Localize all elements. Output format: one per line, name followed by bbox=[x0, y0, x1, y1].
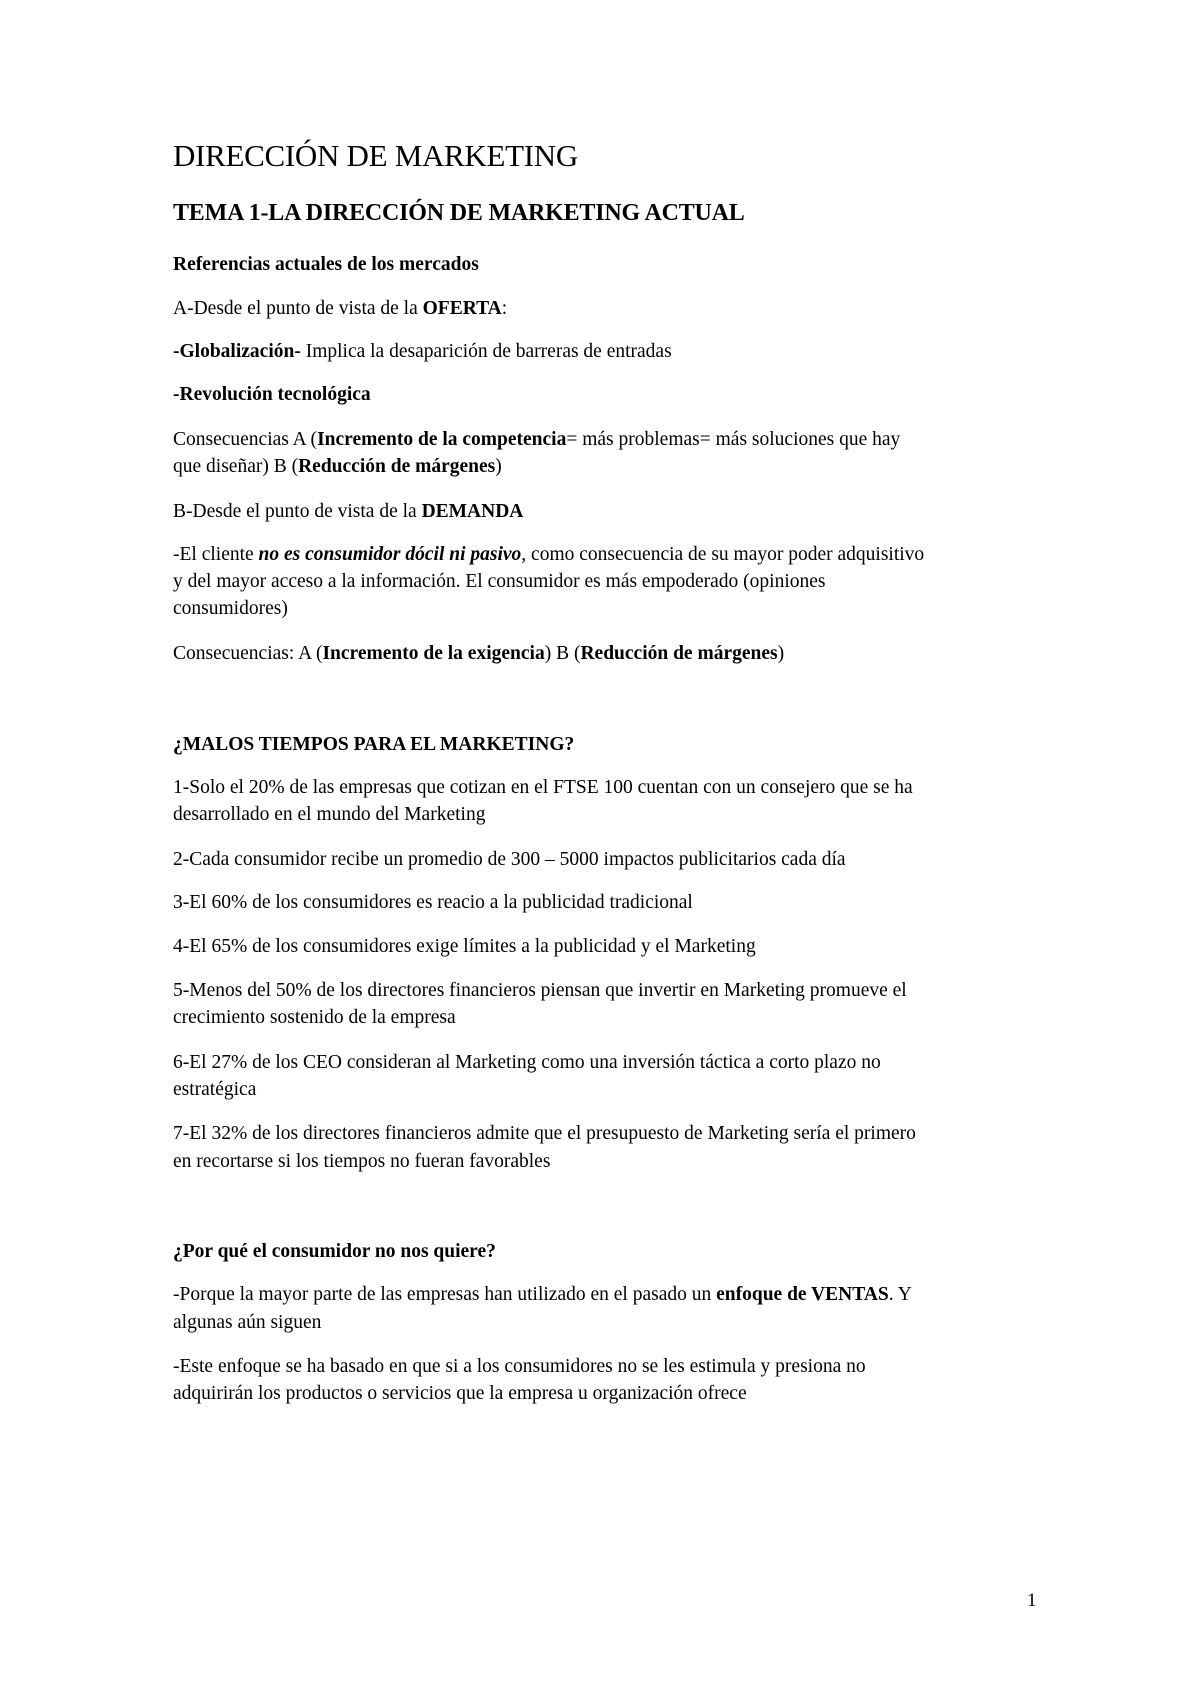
paragraph-revolucion: -Revolución tecnológica bbox=[173, 384, 371, 405]
section-heading-malos-tiempos: ¿MALOS TIEMPOS PARA EL MARKETING? bbox=[173, 734, 575, 755]
text: que diseñar) B ( bbox=[173, 456, 299, 477]
list-item-6-line1: 6-El 27% de los CEO consideran al Marketing como una inversión táctica a corto plazo no bbox=[173, 1052, 881, 1073]
list-item-5-line2: crecimiento sostenido de la empresa bbox=[173, 1007, 456, 1028]
paragraph-cliente-line1 bbox=[173, 541, 924, 569]
list-item-1-line1: 1-Solo el 20% de las empresas que cotizan en el FTSE 100 cuentan con un consejero que se ha bbox=[173, 777, 913, 798]
section-heading-referencias: Referencias actuales de los mercados bbox=[173, 254, 479, 275]
text: . Y bbox=[888, 1284, 912, 1305]
text: B-Desde el punto de vista de la bbox=[173, 501, 422, 522]
text: ) B ( bbox=[544, 643, 581, 664]
paragraph-globalizacion bbox=[173, 338, 672, 366]
paragraph-consecuencias-1-line1 bbox=[173, 426, 900, 454]
paragraph-consecuencias-1-line2 bbox=[173, 453, 502, 481]
page-number: 1 bbox=[1027, 1590, 1037, 1611]
text: -Porque la mayor parte de las empresas han utilizado en el pasado un bbox=[173, 1284, 717, 1305]
paragraph-ventas-line1 bbox=[173, 1281, 912, 1309]
bold-italic-text: no es consumidor dócil ni pasivo bbox=[258, 544, 522, 565]
bold-text: OFERTA bbox=[422, 298, 502, 319]
list-item-2: 2-Cada consumidor recibe un promedio de 300 – 5000 impactos publicitarios cada día bbox=[173, 849, 846, 870]
list-item-7-line2: en recortarse si los tiempos no fueran favorables bbox=[173, 1151, 551, 1172]
text: Consecuencias: A ( bbox=[173, 643, 323, 664]
paragraph-demanda bbox=[173, 498, 523, 526]
document-subtitle: TEMA 1-LA DIRECCIÓN DE MARKETING ACTUAL bbox=[173, 200, 745, 226]
text: ) bbox=[495, 456, 502, 477]
bold-text: Incremento de la exigencia bbox=[322, 643, 545, 664]
bold-text: DEMANDA bbox=[421, 501, 524, 522]
text: ) bbox=[777, 643, 785, 664]
list-item-5-line1: 5-Menos del 50% de los directores financieros piensan que invertir en Marketing promueve el bbox=[173, 980, 907, 1001]
bold-text: Incremento de la competencia bbox=[317, 429, 567, 450]
list-item-4: 4-El 65% de los consumidores exige límites a la publicidad y el Marketing bbox=[173, 936, 756, 957]
paragraph-enfoque-line2: adquirirán los productos o servicios que la empresa u organización ofrece bbox=[173, 1383, 747, 1404]
paragraph-oferta bbox=[173, 295, 507, 323]
text: , como consecuencia de su mayor poder adquisitivo bbox=[521, 544, 925, 565]
document-title: DIRECCIÓN DE MARKETING bbox=[173, 138, 578, 173]
text: Consecuencias A ( bbox=[173, 429, 318, 450]
text: : bbox=[501, 298, 508, 319]
list-item-1-line2: desarrollado en el mundo del Marketing bbox=[173, 804, 486, 825]
paragraph-consecuencias-2 bbox=[173, 640, 784, 668]
bold-text: enfoque de VENTAS bbox=[716, 1284, 889, 1305]
list-item-6-line2: estratégica bbox=[173, 1079, 257, 1100]
bold-text: Reducción de márgenes bbox=[580, 643, 778, 664]
list-item-3: 3-El 60% de los consumidores es reacio a la publicidad tradicional bbox=[173, 892, 693, 913]
bold-text: Reducción de márgenes bbox=[298, 456, 496, 477]
list-item-7-line1: 7-El 32% de los directores financieros admite que el presupuesto de Marketing sería el primero bbox=[173, 1123, 916, 1144]
bold-text: -Globalización- bbox=[173, 341, 301, 362]
paragraph-enfoque-line1: -Este enfoque se ha basado en que si a los consumidores no se les estimula y presiona no bbox=[173, 1356, 866, 1377]
section-heading-consumidor: ¿Por qué el consumidor no nos quiere? bbox=[173, 1241, 496, 1262]
paragraph-ventas-line2: algunas aún siguen bbox=[173, 1312, 322, 1333]
paragraph-cliente-line3: consumidores) bbox=[173, 598, 288, 619]
text: -El cliente bbox=[173, 544, 259, 565]
text: Implica la desaparición de barreras de entradas bbox=[300, 341, 672, 362]
text: A-Desde el punto de vista de la bbox=[173, 298, 423, 319]
paragraph-cliente-line2: y del mayor acceso a la información. El consumidor es más empoderado (opiniones bbox=[173, 571, 826, 592]
text: = más problemas= más soluciones que hay bbox=[566, 429, 901, 450]
